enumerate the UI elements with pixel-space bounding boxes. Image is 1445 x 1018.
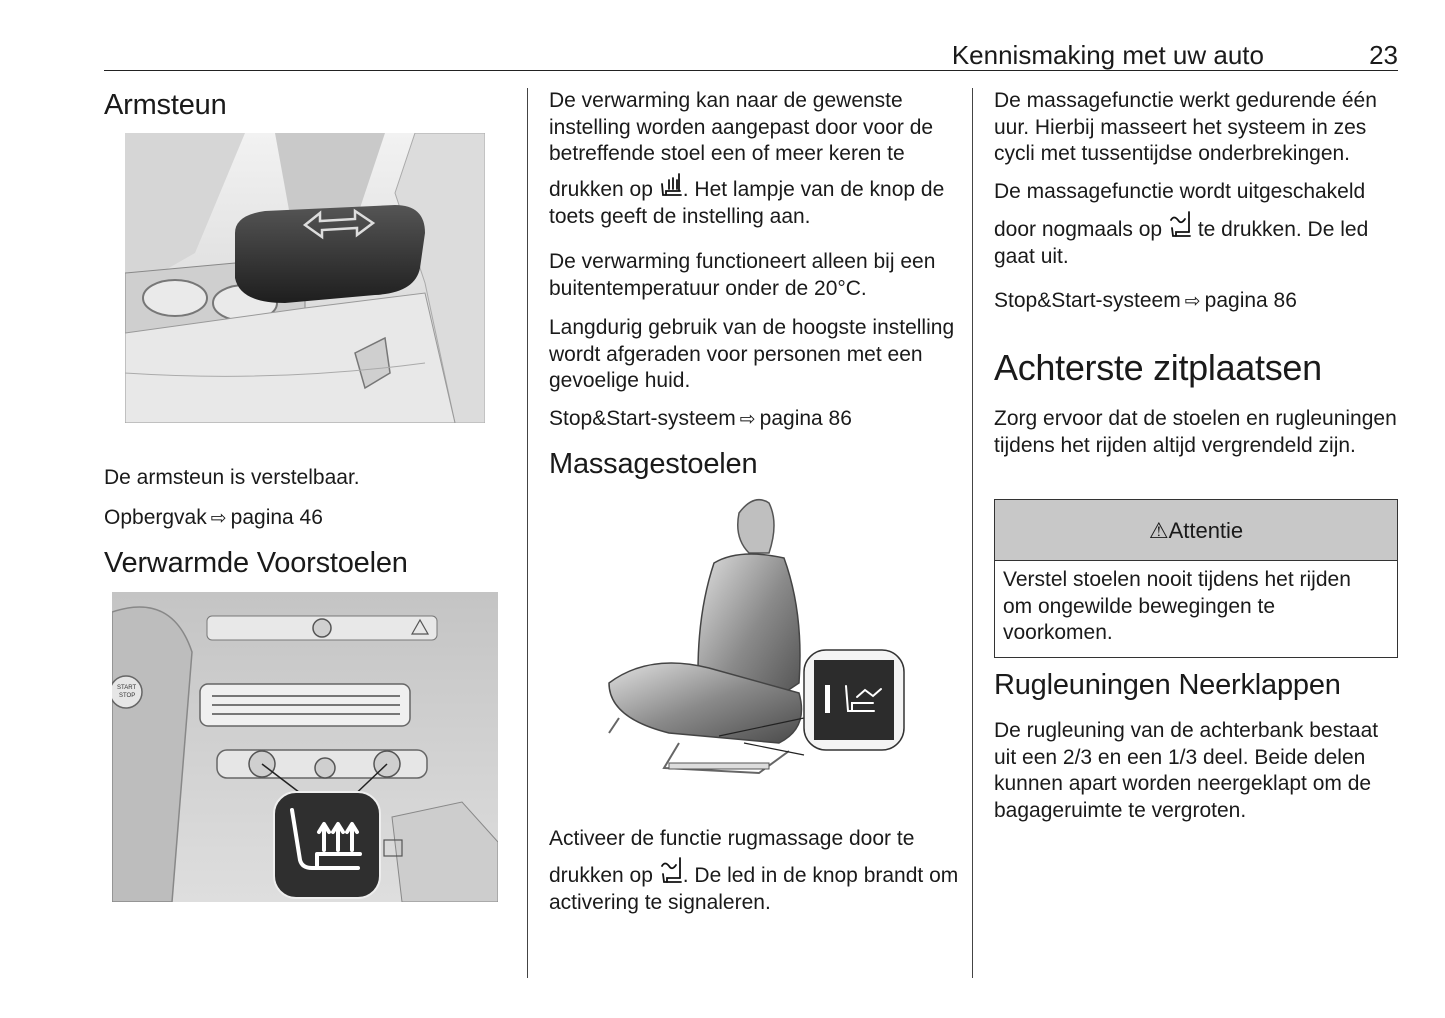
armsteun-heading: Armsteun <box>104 89 227 121</box>
reference-label: Stop&Start-systeem <box>549 407 736 430</box>
attentie-body <box>995 561 1397 657</box>
activeer-paragraph-b <box>549 856 959 916</box>
activeer-paragraph-a: Activeer de functie rugmassage door te <box>549 827 915 850</box>
verwarming-paragraph-2: De verwarming functioneert alleen bij een buitentemperatuur onder de 20°C. <box>549 250 936 300</box>
warning-triangle-icon: ⚠ <box>1148 518 1169 543</box>
achterste-text: Zorg ervoor dat de stoelen en rugleuningen tijdens het rijden altijd vergrendeld zijn. <box>994 407 1397 457</box>
massagestoelen-heading: Massagestoelen <box>549 448 758 480</box>
start-label: START <box>117 685 137 691</box>
attentie-header <box>995 500 1397 561</box>
seat-heating-icon <box>659 170 683 200</box>
stopstart-reference[interactable] <box>549 406 852 434</box>
rugleuningen-heading: Rugleuningen Neerklappen <box>994 669 1341 701</box>
armrest-illustration <box>125 133 485 423</box>
achterste-zitplaatsen-heading: Achterste zitplaatsen <box>994 347 1322 388</box>
page-number: 23 <box>1369 40 1398 70</box>
reference-label: Stop&Start-systeem <box>994 289 1181 312</box>
reference-page: pagina 86 <box>1204 289 1297 312</box>
text-fragment: te drukken. De led gaat uit. <box>994 218 1369 268</box>
verwarming-paragraph-1: De verwarming kan naar de gewenste instelling worden aangepast door voor de betreffende stoel een of meer keren te <box>549 89 934 165</box>
attentie-text: Verstel stoelen nooit tijdens het rijden om ongewilde bewegingen te voorkomen. <box>1003 568 1351 644</box>
attentie-box <box>994 499 1398 658</box>
armsteun-text: De armsteun is verstelbaar. <box>104 466 360 489</box>
seat-massage-icon <box>1168 210 1192 240</box>
stopstart-reference[interactable] <box>994 288 1297 316</box>
reference-page: pagina 86 <box>759 407 852 430</box>
seat-massage-icon <box>659 856 683 886</box>
chapter-title: Kennismaking met uw auto <box>951 40 1264 70</box>
text-fragment: drukken op <box>549 178 653 201</box>
stop-label: STOP <box>119 693 136 699</box>
verwarming-paragraph-1b <box>549 170 959 230</box>
attentie-label: Attentie <box>1168 518 1244 543</box>
massage-off-paragraph-a: De massagefunctie wordt uitgeschakeld <box>994 180 1366 203</box>
opbergvak-reference[interactable] <box>104 505 323 533</box>
rugleuningen-text: De rugleuning van de achterbank bestaat uit een 2/3 en een 1/3 deel. Beide delen kunnen apart worden neergeklapt om de bagageruimte te vergroten. <box>994 719 1379 822</box>
right-arrow-outline-icon: ⇨ <box>1184 291 1201 312</box>
right-arrow-outline-icon: ⇨ <box>210 508 227 529</box>
verwarming-paragraph-3: Langdurig gebruik van de hoogste instelling wordt afgeraden voor personen met een gevoelige huid. <box>549 316 955 392</box>
massage-duration-paragraph: De massagefunctie werkt gedurende één uur. Hierbij masseert het systeem in zes cycli met tussentijdse onderbrekingen. <box>994 89 1377 165</box>
text-fragment: . Het lampje van de knop de toets geeft de instelling aan. <box>549 178 945 228</box>
column-divider <box>972 88 973 978</box>
page-header <box>104 40 1398 71</box>
reference-page: pagina 46 <box>230 506 323 529</box>
reference-label: Opbergvak <box>104 506 207 529</box>
text-fragment: drukken op <box>549 864 653 887</box>
massage-seat-illustration <box>589 493 919 793</box>
text-fragment: door nogmaals op <box>994 218 1163 241</box>
dashboard-illustration <box>112 592 498 902</box>
text-fragment: . De led in de knop brandt om activering te signaleren. <box>549 864 959 914</box>
column-divider <box>527 88 528 978</box>
verwarmde-heading: Verwarmde Voorstoelen <box>104 547 408 579</box>
massage-off-paragraph-b <box>994 210 1398 270</box>
right-arrow-outline-icon: ⇨ <box>739 409 756 430</box>
